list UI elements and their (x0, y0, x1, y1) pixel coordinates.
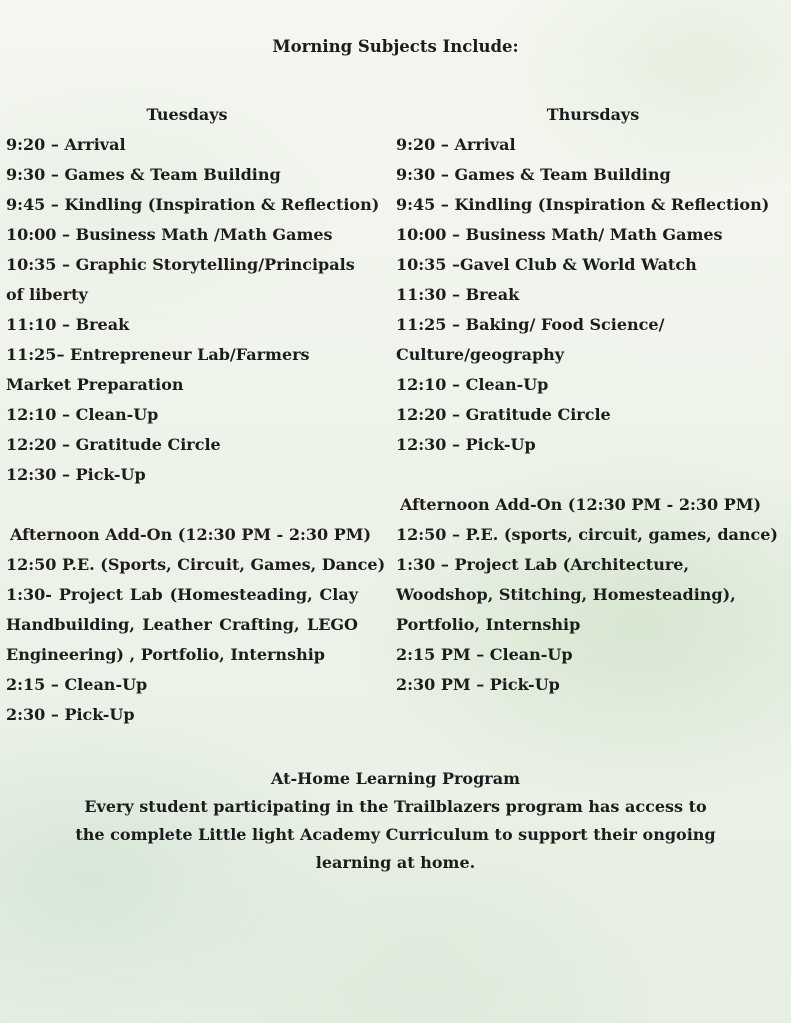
tuesday-item: 11:25– Entrepreneur Lab/Farmers Market Preparation (6, 345, 310, 394)
tuesday-item: 9:30 – Games & Team Building (6, 165, 281, 184)
tuesday-item: 9:45 – Kindling (Inspiration & Reflection) (6, 195, 380, 214)
thursday-afternoon-item: 2:30 PM – Pick-Up (396, 675, 560, 694)
tuesday-item: 12:30 – Pick-Up (6, 465, 146, 484)
thursday-item: 11:30 – Break (396, 285, 520, 304)
home-program-text-line: learning at home. (315, 853, 476, 872)
tuesday-item: 11:10 – Break (6, 315, 130, 334)
tuesday-afternoon-item: 2:15 – Clean-Up (6, 675, 148, 694)
home-program-title: At-Home Learning Program (270, 769, 520, 788)
thursday-item: 11:25 – Baking/ Food Science/ Culture/geography (396, 315, 665, 364)
thursday-column (396, 100, 786, 700)
thursday-afternoon-heading: Afternoon Add-On (12:30 PM - 2:30 PM) (400, 495, 762, 514)
home-program-text-line: the complete Little light Academy Curriculum to support their ongoing (75, 825, 716, 844)
thursday-item: 9:45 – Kindling (Inspiration & Reflection) (396, 195, 770, 214)
thursday-afternoon-item: 12:50 – P.E. (sports, circuit, games, dance) (396, 525, 778, 544)
home-program-text-line: Every student participating in the Trailblazers program has access to (84, 797, 707, 816)
tuesday-item: 12:20 – Gratitude Circle (6, 435, 221, 454)
thursday-item: 12:30 – Pick-Up (396, 435, 536, 454)
tuesday-afternoon-item: 12:50 P.E. (Sports, Circuit, Games, Dance) (6, 555, 386, 574)
tuesday-heading: Tuesdays (146, 105, 228, 124)
thursday-item: 12:20 – Gratitude Circle (396, 405, 611, 424)
page-title: Morning Subjects Include: (272, 37, 519, 56)
home-program-section (0, 765, 791, 877)
thursday-item: 10:00 – Business Math/ Math Games (396, 225, 723, 244)
thursday-item: 12:10 – Clean-Up (396, 375, 549, 394)
tuesday-afternoon-heading: Afternoon Add-On (12:30 PM - 2:30 PM) (10, 525, 372, 544)
tuesday-afternoon-item: 2:30 – Pick-Up (6, 705, 135, 724)
tuesday-item: 12:10 – Clean-Up (6, 405, 159, 424)
tuesday-afternoon-item: 1:30- Project Lab (Homesteading, Clay Handbuilding, Leather Crafting, LEGO Engineering) , Portfolio, Internship (6, 585, 358, 664)
tuesday-column (6, 100, 386, 730)
thursday-afternoon-item: 2:15 PM – Clean-Up (396, 645, 573, 664)
thursday-heading: Thursdays (546, 105, 640, 124)
tuesday-item: 10:35 – Graphic Storytelling/Principals of liberty (6, 255, 355, 304)
tuesday-item: 9:20 – Arrival (6, 135, 126, 154)
thursday-item: 10:35 –Gavel Club & World Watch (396, 255, 697, 274)
thursday-item: 9:30 – Games & Team Building (396, 165, 671, 184)
thursday-afternoon-item: 1:30 – Project Lab (Architecture, Woodshop, Stitching, Homesteading), Portfolio, Internship (396, 555, 736, 634)
thursday-item: 9:20 – Arrival (396, 135, 516, 154)
tuesday-item: 10:00 – Business Math /Math Games (6, 225, 333, 244)
